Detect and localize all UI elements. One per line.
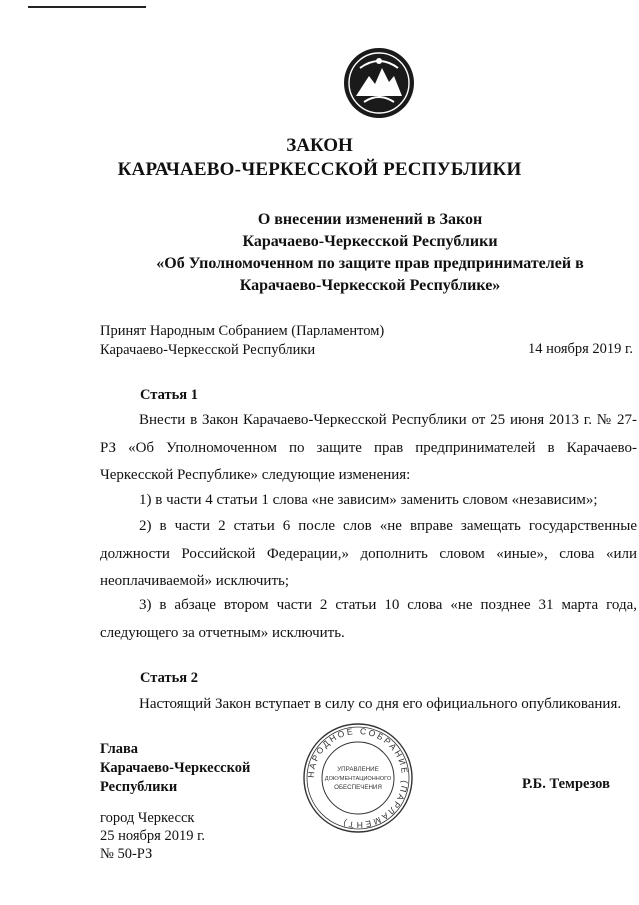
law-number: № 50-РЗ [100, 846, 153, 862]
subtitle-line: «Об Уполномоченном по защите прав предпринимателей в [156, 255, 584, 272]
signatory-title-line: Республики [100, 779, 178, 795]
stamp-ring-text: НАРОДНОЕ СОБРАНИЕ (ПАРЛАМЕНТ) [305, 725, 411, 831]
subtitle-line: Карачаево-Черкесской Республике» [239, 277, 501, 294]
subtitle-line: О внесении изменений в Закон [257, 211, 483, 228]
signatory-title-line: Глава [100, 741, 139, 757]
coat-of-arms-emblem [342, 46, 416, 120]
adoption-line: Принят Народным Собранием (Парламентом) [100, 323, 385, 339]
stamp-center-line: ОБЕСПЕЧЕНИЯ [334, 784, 382, 791]
signatory-name: Р.Б. Темрезов [522, 776, 610, 792]
article-2-heading: Статья 2 [140, 670, 198, 686]
official-stamp [302, 722, 414, 834]
adoption-line: Карачаево-Черкесской Республики [100, 342, 316, 358]
republic-title: КАРАЧАЕВО-ЧЕРКЕССКОЙ РЕСПУБЛИКИ [117, 159, 522, 180]
article-1-item-1: 1) в части 4 статьи 1 слова «не зависим» заменить словом «независим»; [139, 492, 598, 508]
city-line: город Черкесск [100, 810, 195, 826]
adoption-statement [100, 322, 384, 360]
signatory-title-line: Карачаево-Черкесской [100, 760, 251, 776]
article-1-item-2: 2) в части 2 статьи 6 после слов «не вправе замещать государственные должности Российской Федерации,» дополнить словом «иные», слова «или неоплачиваемой» исключить; [100, 518, 637, 589]
law-title: ЗАКОН [286, 135, 353, 156]
law-subtitle [100, 209, 639, 297]
article-1-item-3: 3) в абзаце втором части 2 статьи 10 слова «не позднее 31 марта года, следующего за отчетным» исключить. [100, 597, 637, 641]
signing-date: 25 ноября 2019 г. [100, 828, 206, 844]
subtitle-line: Карачаево-Черкесской Республики [242, 233, 498, 250]
stamp-center-line: ДОКУМЕНТАЦИОННОГО [324, 776, 392, 782]
stamp-center-line: УПРАВЛЕНИЕ [337, 766, 379, 773]
place-date-number [100, 809, 205, 863]
adoption-date: 14 ноября 2019 г. [527, 341, 633, 357]
article-1-intro: Внести в Закон Карачаево-Черкесской Республики от 25 июня 2013 г. № 27-РЗ «Об Уполномоченном по защите прав предпринимателей в Карачаево-Черкесской Республике» следующие изменения: [100, 412, 637, 483]
signatory-title [100, 740, 250, 797]
article-1-heading: Статья 1 [140, 387, 198, 403]
top-rule [28, 6, 146, 8]
article-2-text: Настоящий Закон вступает в силу со дня его официального опубликования. [139, 696, 622, 712]
